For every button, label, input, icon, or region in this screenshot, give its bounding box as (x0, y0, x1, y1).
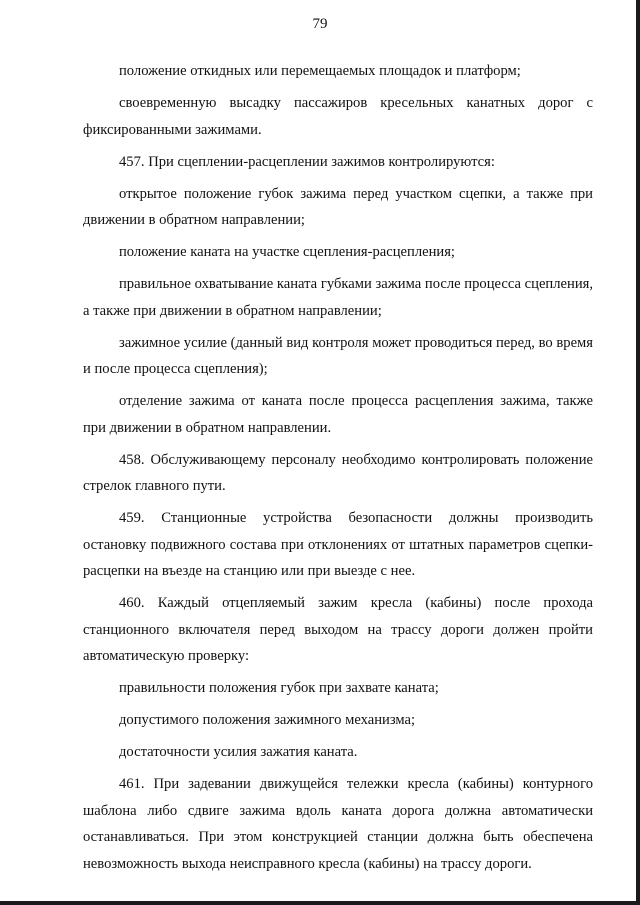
paragraph: 458. Обслуживающему персоналу необходимо контролировать положение стрелок главного пути. (83, 451, 593, 494)
paragraph: 457. При сцеплении-расцеплении зажимов контролируются: (119, 153, 495, 170)
paragraph: допустимого положения зажимного механизма; (119, 712, 416, 728)
paragraph: 461. При задевании движущейся тележки кресла (кабины) контурного шаблона либо сдвиге зажима вдоль каната дорога должна автоматически останавливаться. При этом конструкцией станции должна быть обеспечена невозможность выхода неисправного кресла (кабины) на трассу дороги. (83, 776, 593, 872)
paragraph: зажимное усилие (данный вид контроля может проводиться перед, во время и после процесса сцепления); (83, 334, 593, 377)
paragraph: 460. Каждый отцепляемый зажим кресла (кабины) после прохода станционного включателя перед выходом на трассу дороги должен пройти автоматическую проверку: (83, 595, 593, 664)
paragraph: положение каната на участке сцепления-расцепления; (119, 244, 455, 260)
paragraph: правильности положения губок при захвате каната; (119, 680, 439, 696)
document-body (83, 58, 593, 883)
paragraph: достаточности усилия зажатия каната. (119, 744, 358, 760)
paragraph: открытое положение губок зажима перед участком сцепки, а также при движении в обратном направлении; (83, 185, 593, 228)
paragraph: своевременную высадку пассажиров кресельных канатных дорог с фиксированными зажимами. (83, 95, 593, 138)
paragraph: положение откидных или перемещаемых площадок и платформ; (119, 63, 521, 79)
paragraph: 459. Станционные устройства безопасности должны производить остановку подвижного состава при отклонениях от штатных параметров сцепки-расцепки на въезде на станцию или при выезде с нее. (83, 510, 593, 579)
page-number: 79 (312, 16, 328, 32)
paragraph: правильное охватывание каната губками зажима после процесса сцепления, а также при движении в обратном направлении; (83, 276, 593, 319)
paragraph: отделение зажима от каната после процесса расцепления зажима, также при движении в обратном направлении. (83, 393, 593, 436)
